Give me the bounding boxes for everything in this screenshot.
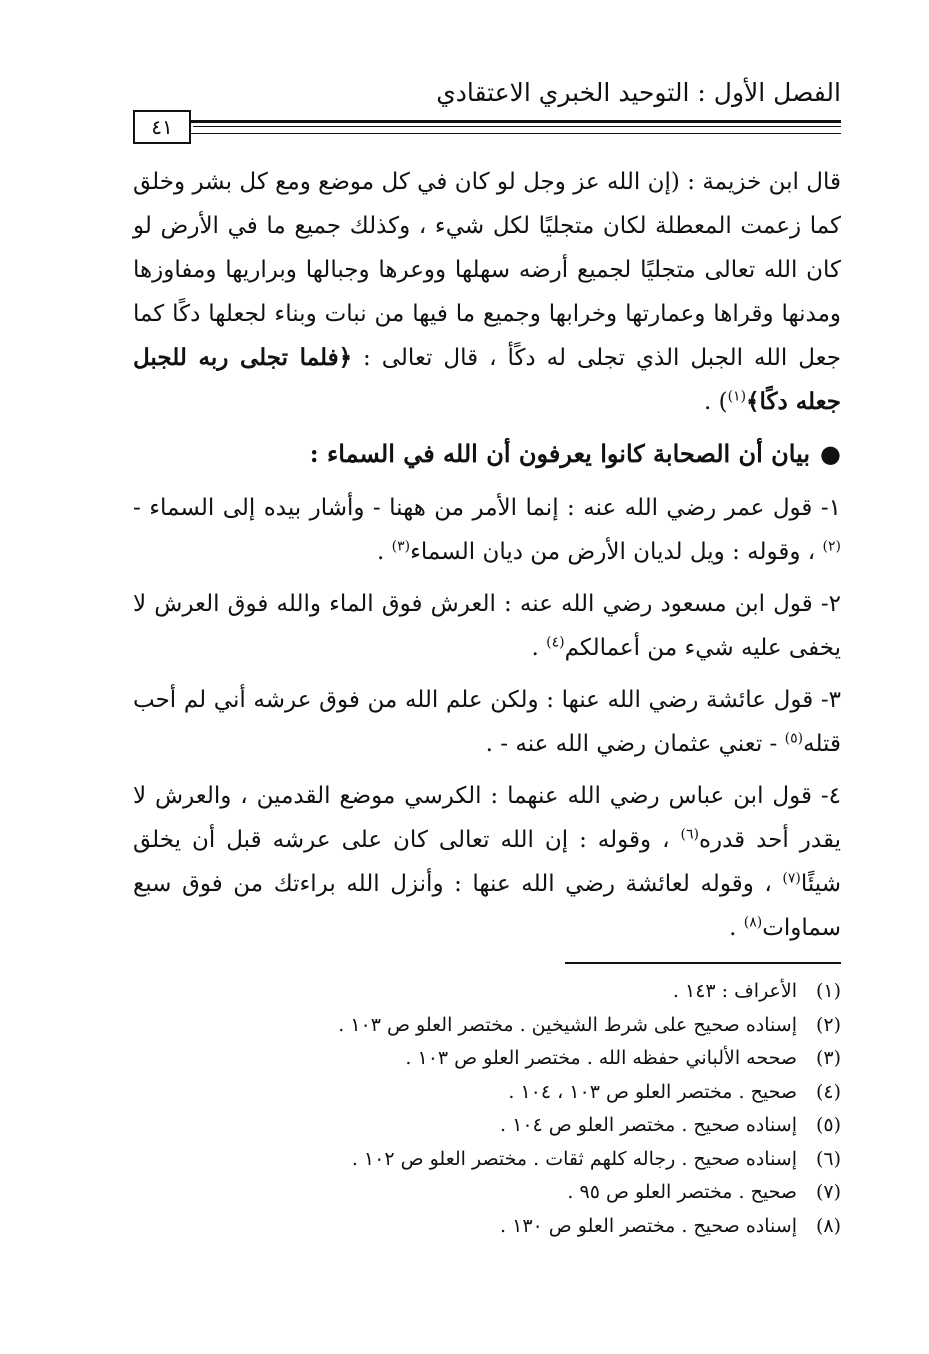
list-item [133,582,841,670]
list-item [133,486,841,574]
item-text: . [729,915,744,941]
footnote-text: صحيح . مختصر العلو ص ١٠٣ ، ١٠٤ . [508,1080,797,1103]
header-rule [133,120,841,134]
item-text: ٤- قول ابن عباس رضي الله عنهما : الكرسي موضع القدمين ، والعرش لا يقدر أحد قدره [133,783,842,853]
footnote [133,1176,841,1210]
item-text: - تعني عثمان رضي الله عنه - . [485,731,785,757]
item-text: ، وقوله : ويل لديان الأرض من ديان السماء [410,539,823,565]
item-text: ١- قول عمر رضي الله عنه : إنما الأمر من ههنا - وأشار بيده إلى السماء - [133,495,841,521]
footnote-mark: (٤) [546,634,565,651]
footnote-number: (١) [815,980,841,1002]
footnote-text: إسناده صحيح على شرط الشيخين . مختصر العلو ص ١٠٣ . [338,1013,797,1036]
footnote-mark: (٣) [391,538,411,555]
intro-text: قال ابن خزيمة : (إن الله عز وجل لو كان في كل موضع ومع كل بشر وخلق كما زعمت المعطلة لكان متجليًا لكل شيء ، وكذلك جميع ما في الأرض لو كان الله تعالى متجليًا لجميع أرضه سهلها ووعرها وجبالها وبراريها ومفاوزها ومدنها وقراها وعمارتها وخرابها وجميع ما فيها من نبات وبناء لجعلها دكًا كما جعل الله الجبل الذي تجلى له دكًأ ، قال تعالى : [133,169,841,371]
item-text: . [531,635,547,661]
footnote-text: إسناده صحيح . مختصر العلو ص ١٠٤ . [500,1114,797,1136]
footnote [133,1076,841,1110]
running-title: الفصل الأول : التوحيد الخبري الاعتقادي [436,78,841,107]
footnote-number: (٢) [815,1013,841,1036]
footnote-mark: (٨) [743,914,763,931]
footnote-text: الأعراف : ١٤٣ . [672,980,797,1002]
footnote-number: (٤) [815,1080,841,1103]
footnote-text: صححه الألباني حفظه الله . مختصر العلو ص ١٠٣ . [405,1047,797,1069]
section-heading [133,432,841,476]
footnote [133,1042,841,1076]
footnote-mark: (١) [727,388,747,405]
item-text: ٢- قول ابن مسعود رضي الله عنه : العرش فوق الماء والله فوق العرش لا يخفى عليه شيء من أعمالكم [133,591,841,661]
footnote [133,1109,841,1143]
page-number: ٤١ [133,110,191,144]
footnote-mark: (٢) [822,538,841,555]
footnote-text: صحيح . مختصر العلو ص ٩٥ . [567,1181,797,1203]
list-item [133,678,841,766]
item-text: ، وقوله لعائشة رضي الله عنها : وأنزل الله براءتك من فوق سبع سماوات [133,871,841,941]
footnote-text: إسناده صحيح . رجاله كلهم ثقات . مختصر العلو ص ١٠٢ . [351,1147,797,1170]
intro-text-end: ) . [703,389,728,415]
footnote-number: (٧) [815,1181,841,1203]
intro-paragraph [133,160,841,424]
footnote-number: (٣) [815,1047,841,1069]
item-text: ، وقوله : إن الله تعالى كان على عرشه قبل أن يخلق شيئًا [133,827,841,897]
list-item [133,774,841,950]
item-text: . [377,539,392,565]
main-text [133,160,841,958]
footnote-mark: (٥) [784,730,804,747]
footnote-number: (٨) [815,1214,841,1237]
footnote-text: إسناده صحيح . مختصر العلو ص ١٣٠ . [500,1214,797,1237]
footnote [133,1009,841,1043]
footnote-mark: (٦) [680,826,699,843]
item-text: ٣- قول عائشة رضي الله عنها : ولكن علم الله من فوق عرشه أني لم أحب قتله [133,687,841,757]
footnote-number: (٦) [815,1147,841,1170]
footnote-separator [565,962,841,964]
footnotes [133,975,841,1243]
section-heading-text: بيان أن الصحابة كانوا يعرفون أن الله في السماء : [309,439,811,468]
footnote-number: (٥) [815,1114,841,1136]
bullet-icon: ● [820,439,841,468]
footnote [133,1210,841,1244]
quran-verse: ﴿فلما تجلى ربه للجبل جعله دكًا﴾ [133,344,841,415]
footnote [133,1143,841,1177]
footnote-mark: (٧) [782,870,801,887]
footnote [133,975,841,1009]
